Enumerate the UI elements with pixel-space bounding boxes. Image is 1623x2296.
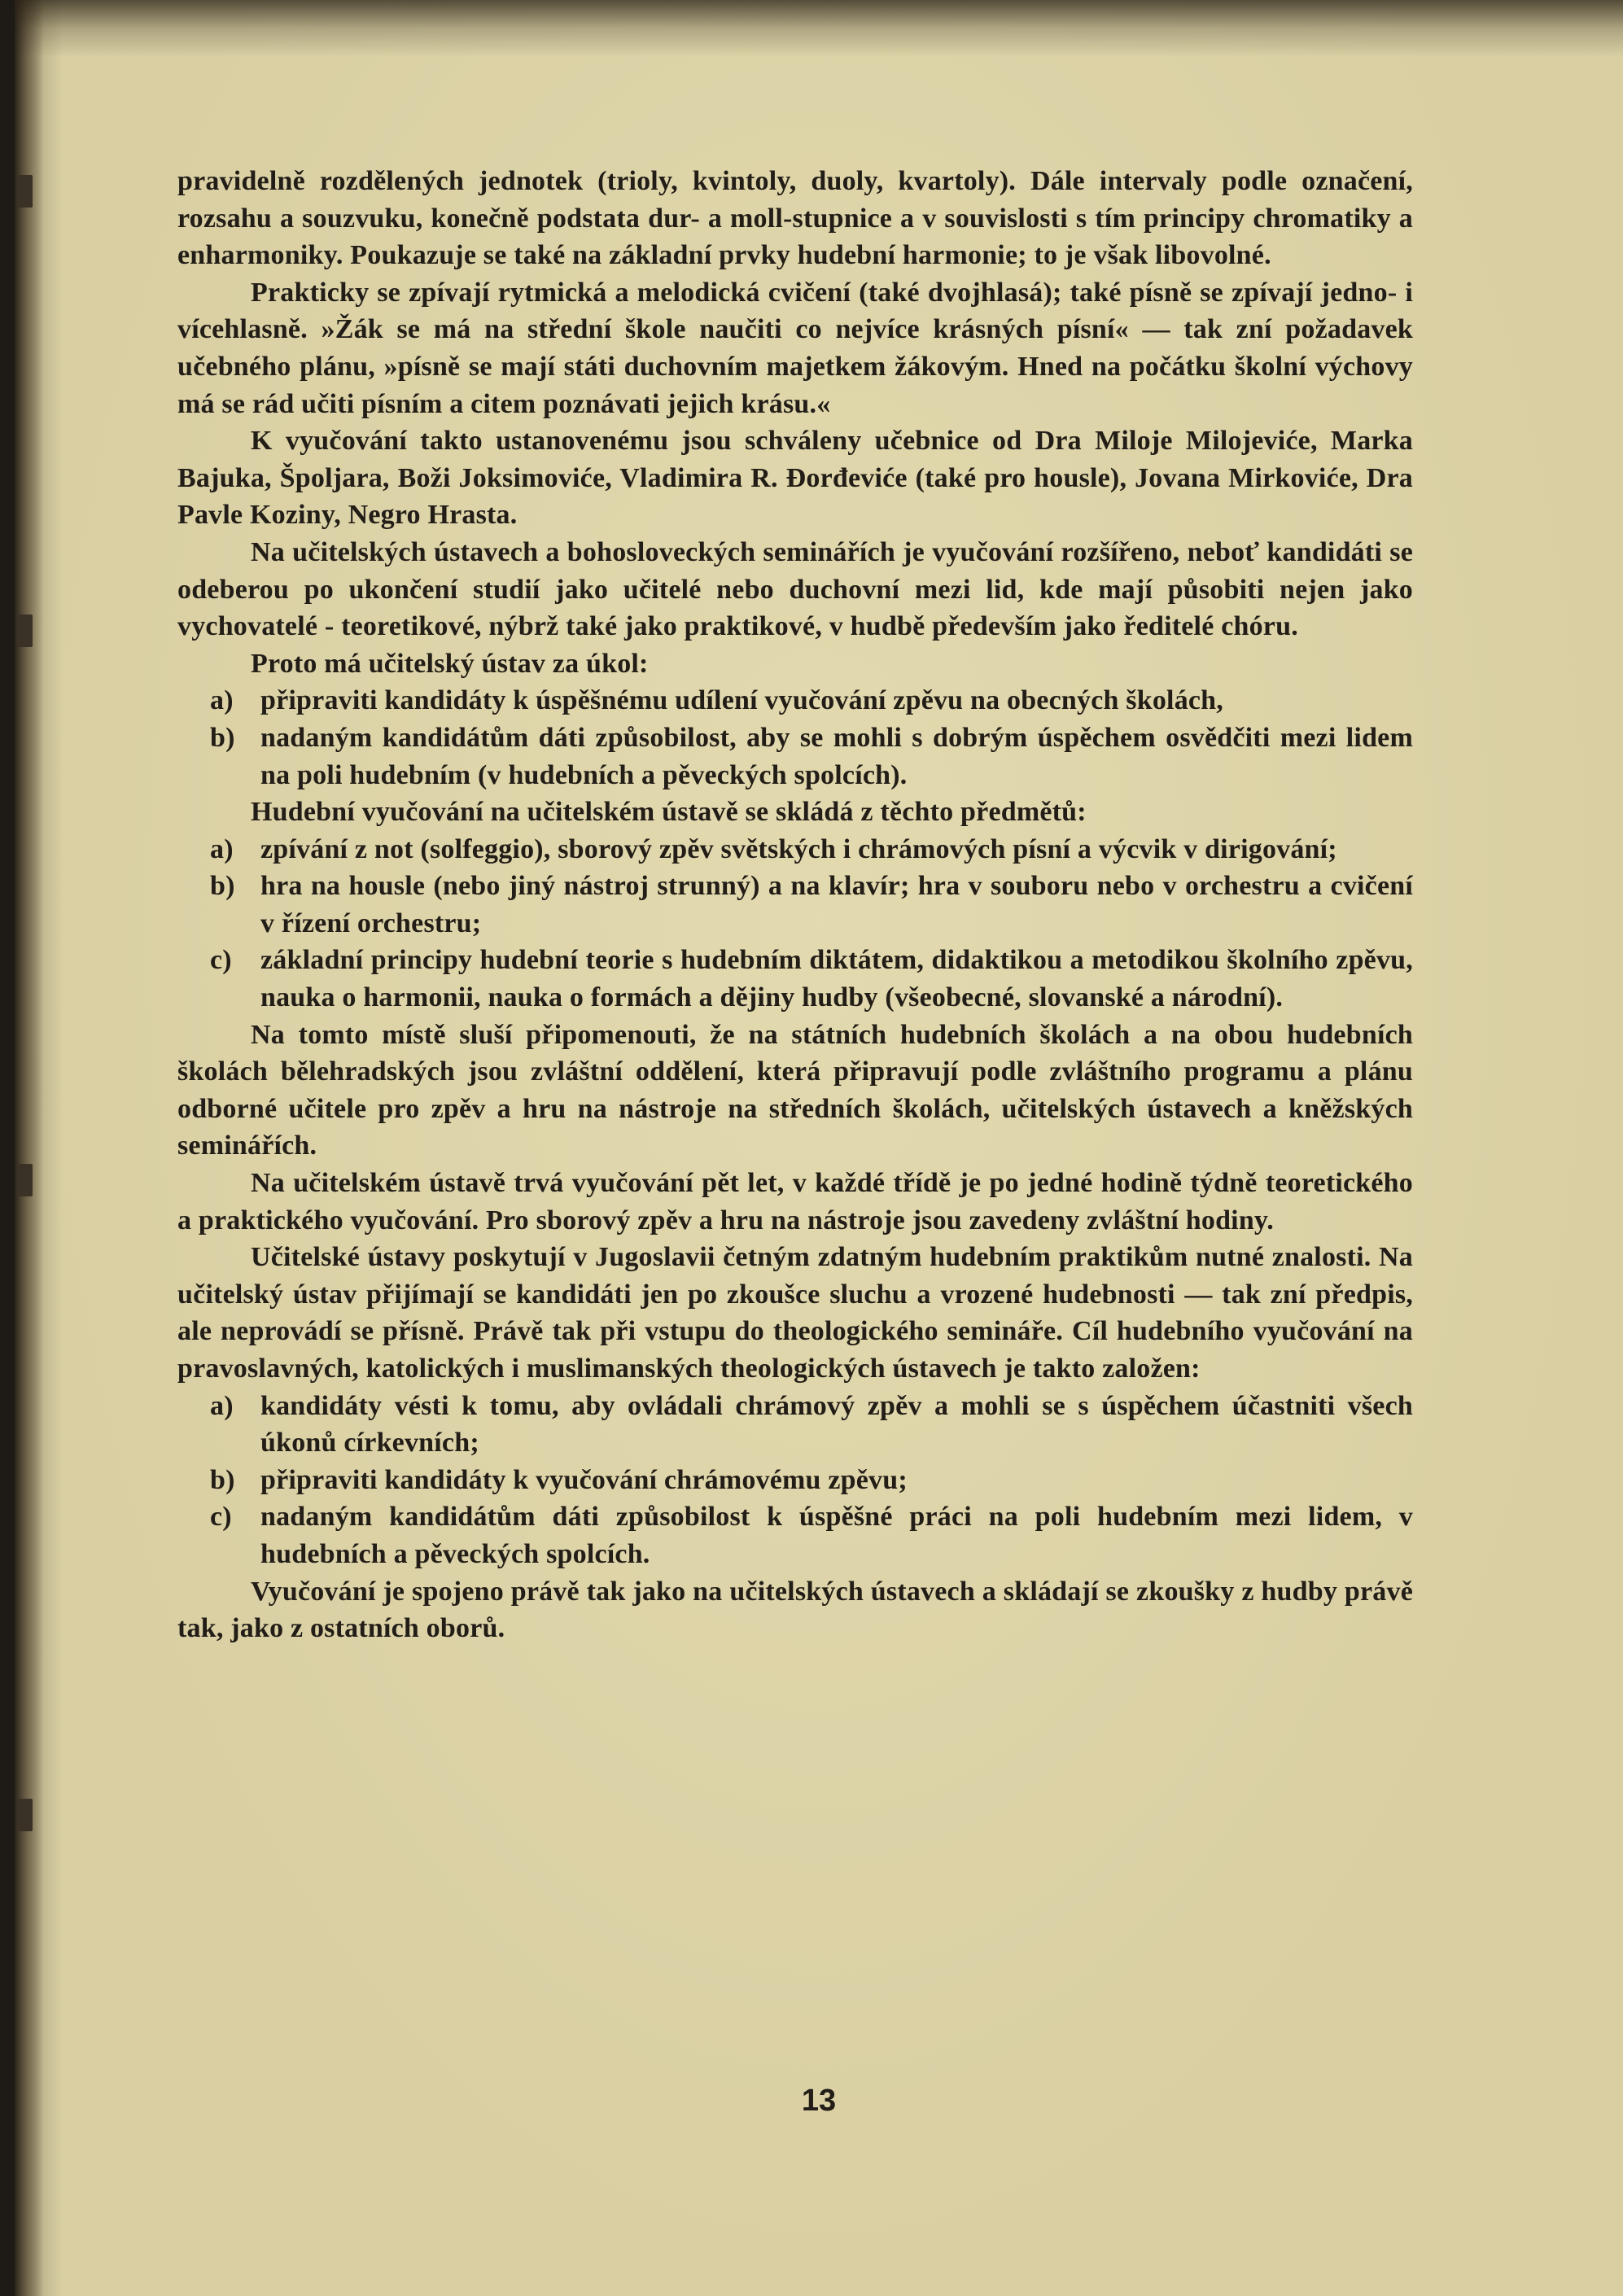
paragraph: Na učitelském ústavě trvá vyučování pět let, v každé třídě je po jedné hodině týdně teoretického a praktického vyučování. Pro sborový zpěv a hru na nástroje jsou zavedeny zvláštní hodiny. <box>177 1168 1413 1235</box>
paragraph: Proto má učitelský ústav za úkol: <box>251 648 649 679</box>
list-marker: a) <box>210 1390 234 1421</box>
body-text <box>177 163 1413 1647</box>
list-item <box>177 1498 1413 1572</box>
list-marker: b) <box>210 871 235 902</box>
book-spine <box>15 0 44 2296</box>
page-number: 13 <box>801 2084 837 2118</box>
paragraph: Učitelské ústavy poskytují v Jugoslavii četným zdatným hudebním praktikům nutné znalosti. Na učitelský ústav přijímají se kandidáti jen po zkoušce sluchu a vrozené hudebnosti — tak zní předpis, ale neprovádí se přísně. Právě tak při vstupu do theologického semináře. Cíl hudebního vyučování na pravoslavných, katolických i muslimanských theologických ústavech je takto založen: <box>177 1242 1413 1384</box>
list-text: připraviti kandidáty k vyučování chrámovému zpěvu; <box>260 1464 908 1495</box>
list-item <box>177 942 1413 1016</box>
paragraph: Prakticky se zpívají rytmická a melodická cvičení (také dvojhlasá); také písně se zpívají jedno- i vícehlasně. »Žák se má na střední škole naučiti co nejvíce krásných písní« — tak zní požadavek učebného plánu, »písně se mají státi duchovním majetkem žákovým. Hned na počátku školní výchovy má se rád učiti písním a citem poznávati jejich krásu.« <box>177 277 1413 419</box>
list-item <box>177 719 1413 794</box>
list-text: kandidáty vésti k tomu, aby ovládali chrámový zpěv a mohli se s úspěchem účastniti všech úkonů církevních; <box>260 1390 1413 1459</box>
paragraph: Na tomto místě sluší připomenouti, že na státních hudebních školách a na obou hudebních školách bělehradských jsou zvláštní oddělení, která připravují podle zvláštního programu a plánu odborné učitele pro zpěv a hru na nástroje na středních školách, učitelských ústavech a kněžských seminářích. <box>177 1019 1413 1161</box>
binding-mark <box>18 175 33 208</box>
list-text: hra na housle (nebo jiný nástroj strunný) a na klavír; hra v souboru nebo v orchestru a cvičení v řízení orchestru; <box>260 871 1413 938</box>
list-text: nadaným kandidátům dáti způsobilost k úspěšné práci na poli hudebním mezi lidem, v hudebních a pěveckých spolcích. <box>260 1502 1413 1569</box>
binding-mark <box>18 1799 33 1831</box>
list-item <box>177 1462 1413 1499</box>
paragraph: Vyučování je spojeno právě tak jako na učitelských ústavech a skládají se zkoušky z hudby právě tak, jako z ostatních oborů. <box>177 1576 1413 1644</box>
book-page <box>15 0 1623 2296</box>
list-marker: c) <box>210 1502 232 1533</box>
list-text: připraviti kandidáty k úspěšnému udílení vyučování zpěvu na obecných školách, <box>260 685 1223 716</box>
page-top-shadow <box>15 0 1623 57</box>
paragraph: K vyučování takto ustanovenému jsou schváleny učebnice od Dra Miloje Milojeviće, Marka Bajuka, Špoljara, Boži Joksimoviće, Vladimira R. Đorđeviće (také pro housle), Jovana Mirkoviće, Dra Pavle Koziny, Negro Hrasta. <box>177 426 1413 531</box>
list-marker: b) <box>210 1464 235 1495</box>
list-marker: a) <box>210 833 234 864</box>
list-text: zpívání z not (solfeggio), sborový zpěv světských i chrámových písní a výcvik v dirigování; <box>260 833 1337 864</box>
binding-mark <box>18 1164 33 1196</box>
list-item <box>177 868 1413 942</box>
list-item <box>177 1388 1413 1462</box>
list-marker: b) <box>210 722 235 753</box>
paragraph: Hudební vyučování na učitelském ústavě se skládá z těchto předmětů: <box>251 797 1087 828</box>
list-text: základní principy hudební teorie s hudebním diktátem, didaktikou a metodikou školního zpěvu, nauka o harmonii, nauka o formách a dějiny hudby (všeobecné, slovanské a národní). <box>260 945 1413 1013</box>
list-text: nadaným kandidátům dáti způsobilost, aby se mohli s dobrým úspěchem osvědčiti mezi lidem na poli hudebním (v hudebních a pěveckých spolcích). <box>260 722 1413 790</box>
paragraph: pravidelně rozdělených jednotek (trioly, kvintoly, duoly, kvartoly). Dále intervaly podle označení, rozsahu a souzvuku, konečně podstata dur- a moll-stupnice a v souvislosti s tím principy chromatiky a enharmoniky. Poukazuje se také na základní prvky hudební harmonie; to je však libovolné. <box>177 166 1413 271</box>
list-item <box>177 831 1413 868</box>
binding-mark <box>18 614 33 647</box>
list-marker: c) <box>210 945 232 976</box>
list-marker: a) <box>210 685 234 716</box>
list-item <box>177 682 1413 719</box>
paragraph: Na učitelských ústavech a bohosloveckých seminářích je vyučování rozšířeno, neboť kandidáti se odeberou po ukončení studií jako učitelé nebo duchovní mezi lid, kde mají působiti nejen jako vychovatelé - teoretikové, nýbrž také jako praktikové, v hudbě především jako ředitelé chóru. <box>177 536 1413 642</box>
